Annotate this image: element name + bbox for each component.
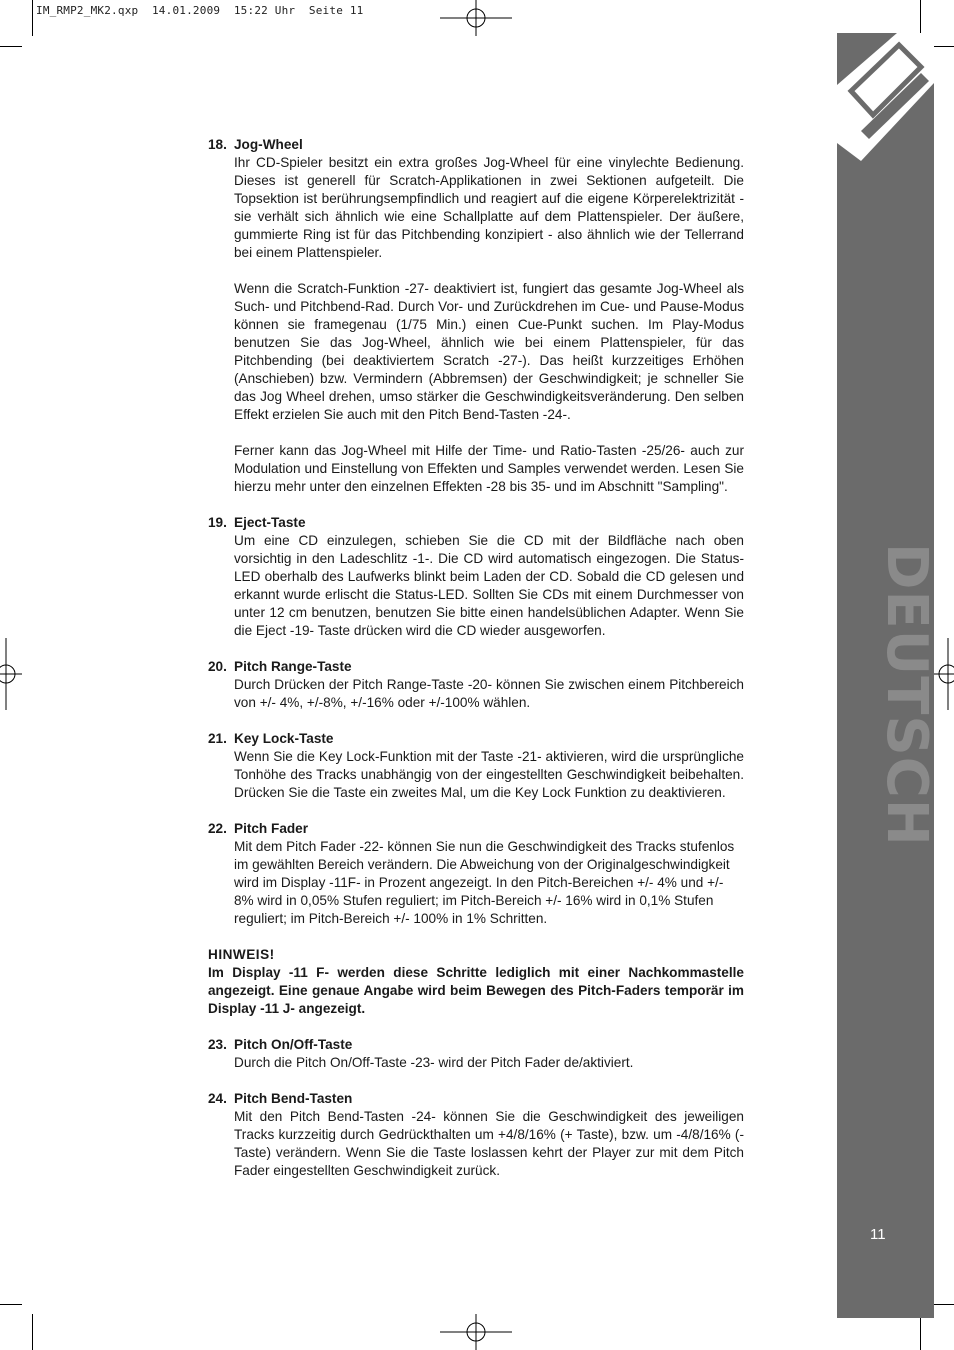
section-eject-taste [208,514,744,640]
section-heading [208,1090,744,1108]
paragraph: Wenn Sie die Key Lock-Funktion mit der Taste -21- aktivieren, wird die ursprüngliche Tonhöhe des Tracks unabhängig von der eingestellten Geschwindigkeit beibehalten. Drücken Sie die Taste ein zweites Mal, um die Key Lock Funktion zu deaktivieren. [234,749,744,800]
section-pitch-range-taste [208,658,744,712]
section-heading [208,514,744,532]
paragraph: Mit dem Pitch Fader -22- können Sie nun die Geschwindigkeit des Tracks stufenlos im gewählten Bereich verändern. Die Abweichung von der Originalgeschwindigkeit wird im Display -11F- in Prozent angezeigt. In den Pitch-Bereichen +/- 4% und +/- 8% wird in 0,05% Stufen reguliert; im Pitch-Bereich +/- 16% wird in 0,1% Stufen reguliert; im Pitch-Bereich +/- 100% in 1% Schritten. [234,839,735,926]
section-title: Pitch On/Off-Taste [234,1037,353,1052]
section-pitch-bend-tasten [208,1090,744,1180]
section-heading [208,136,744,154]
page-number: 11 [870,1226,886,1243]
section-heading [208,658,744,676]
section-title: Pitch Fader [234,821,309,836]
crop-mark-bottom-right-v [920,1314,921,1350]
paragraph: Durch die Pitch On/Off-Taste -23- wird der Pitch Fader de/aktiviert. [234,1055,634,1070]
section-title: Pitch Range-Taste [234,659,352,674]
section-pitch-on-off-taste [208,1036,744,1072]
crop-mark-bottom-left-h [0,1304,22,1305]
section-heading [208,1036,744,1054]
crop-mark-top-left-h [0,46,22,47]
section-number: 20. [208,659,227,674]
brand-logo-icon [837,33,934,163]
section-title: Key Lock-Taste [234,731,334,746]
paragraph: Um eine CD einzulegen, schieben Sie die CD mit der Bildfläche nach oben vorsichtig in den Ladeschlitz -1-. Die CD wird automatisch eingezogen. Die Status-LED oberhalb des Laufwerks blinkt beim Laden der CD. Sobald die CD gelesen und erkannt wurde erlischt die Status-LED. Sollten Sie CDs mit einem Durchmesser von unter 12 cm benutzen, benutzen Sie bitte einen handelsüblichen Adapter. Wenn Sie die Eject -19- Taste drücken wird die CD wieder ausgeworfen. [234,533,744,638]
section-body [234,1108,744,1180]
section-pitch-fader [208,820,744,928]
paragraph: Ihr CD-Spieler besitzt ein extra großes Jog-Wheel für eine vinylechte Bedienung. Dieses ist generell für Scratch-Applikationen in zwei Sektionen aufgeteilt. Die Topsektion ist berührungsempfindlich und reagiert auf die eigene Körperelektrizität - sie verhält sich ähnlich wie eine Schallplatte auf dem Plattenspieler. Der äußere, gummierte Ring ist für das Pitchbending konzipiert - also ähnlich wie der Tellerrand bei einem Plattenspieler. [234,155,744,260]
paragraph: Durch Drücken der Pitch Range-Taste -20- können Sie zwischen einem Pitchbereich von +/- 4%, +/-8%, +/-16% oder +/-100% wählen. [234,677,744,710]
crop-mark-bottom-left-v [32,1314,33,1350]
main-content [208,136,744,1198]
section-jog-wheel [208,136,744,496]
note-text: Im Display -11 F- werden diese Schritte lediglich mit einer Nachkommastelle angezeigt. Eine genaue Angabe wird beim Bewegen des Pitch-Faders temporär im Display -11 J- angezeigt. [208,965,744,1016]
registration-mark-top [440,0,514,38]
section-number: 22. [208,821,227,836]
section-number: 19. [208,515,227,530]
print-slug: IM_RMP2_MK2.qxp 14.01.2009 15:22 Uhr Seite 11 [36,4,364,17]
section-number: 23. [208,1037,227,1052]
section-body [234,838,744,928]
language-label: DEUTSCH [874,543,939,847]
section-body [234,748,744,802]
crop-mark-top-left-v [32,0,33,36]
crop-mark-top-right-v [920,0,921,36]
section-number: 24. [208,1091,227,1106]
section-number: 18. [208,137,227,152]
paragraph: Wenn die Scratch-Funktion -27- deaktiviert ist, fungiert das gesamte Jog-Wheel als Such- und Pitchbend-Rad. Durch Vor- und Zurückdrehen im Cue- und Pause-Modus können sie framegenau (1/75 Min.) einen Cue-Punkt suchen. Im Play-Modus benutzen Sie das Jog-Wheel, ähnlich wie bei einem Plattenspieler, für das Pitchbending (bei deaktiviertem Scratch -27-). Das heißt kurzzeitiges Erhöhen (Anschieben) bzw. Vermindern (Abbremsen) der Geschwindigkeit; je schneller Sie das Jog Wheel drehen, umso stärker die Geschwindigkeitsveränderung. Den selben Effekt erzielen Sie auch mit den Pitch Bend-Tasten -24-. [234,281,744,422]
section-title: Eject-Taste [234,515,306,530]
section-title: Jog-Wheel [234,137,303,152]
paragraph: Mit den Pitch Bend-Tasten -24- können Sie die Geschwindigkeit des jeweiligen Tracks kurzzeitig durch Gedrückthalten um +4/8/16% (+ Taste), bzw. um -4/8/16% (- Taste) verändern. Wenn Sie die Taste loslassen kehrt der Player zur mit dem Pitch Fader eingestellten Geschwindigkeit zurück. [234,1109,744,1178]
crop-mark-top-right-h [934,46,954,47]
section-body [234,1054,744,1072]
note-title: HINWEIS! [208,947,275,962]
registration-mark-left [0,638,24,712]
section-title: Pitch Bend-Tasten [234,1091,353,1106]
section-number: 21. [208,731,227,746]
crop-mark-bottom-right-h [934,1304,954,1305]
section-body [234,532,744,640]
section-body [234,676,744,712]
section-heading [208,730,744,748]
note-box [208,946,744,1018]
section-heading [208,820,744,838]
section-key-lock-taste [208,730,744,802]
paragraph: Ferner kann das Jog-Wheel mit Hilfe der Time- und Ratio-Tasten -25/26- auch zur Modulation und Einstellung von Effekten und Samples verwendet werden. Lesen Sie hierzu mehr unter den einzelnen Effekten -28 bis 35- und im Abschnitt "Sampling". [234,443,744,494]
registration-mark-bottom [440,1314,514,1350]
section-body [234,154,744,496]
